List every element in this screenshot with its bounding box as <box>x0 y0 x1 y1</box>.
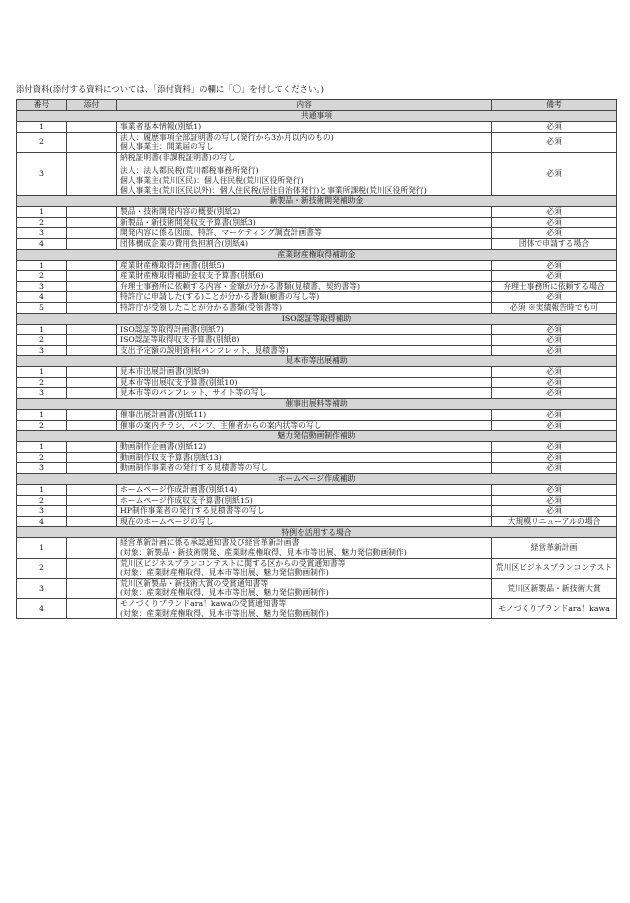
row-number: 1 <box>17 442 67 453</box>
row-remark: 必須 <box>492 335 617 346</box>
content-line: 新製品・新技術開発収支予算書(別紙3) <box>120 217 256 227</box>
section-title: 魅力発信動画制作補助 <box>17 431 617 442</box>
section-title: 産業財産権取得補助金 <box>17 249 617 260</box>
content-line: 動画制作事業者の発行する見積書等の写し <box>120 463 269 473</box>
attachment-table <box>16 99 617 619</box>
content-line: 事業者基本情報(別紙1) <box>120 122 202 131</box>
table-header-row <box>17 100 617 111</box>
row-content <box>117 388 492 399</box>
row-remark: 必須 <box>492 122 617 133</box>
row-remark: 必須 <box>492 217 617 228</box>
row-number: 2 <box>17 132 67 152</box>
content-line: 現在のホームページの写し <box>120 516 214 526</box>
content-line: 特許庁に申請した(する)ことが分かる書類(願書の写し等) <box>120 292 320 302</box>
table-row <box>17 302 617 313</box>
content-line: 見本市出展計画書(別紙9) <box>120 367 210 377</box>
row-content <box>117 302 492 313</box>
row-content <box>117 598 492 618</box>
content-line: 個人事業主：開業届の写し <box>120 142 214 152</box>
table-row <box>17 345 617 356</box>
row-content <box>117 335 492 346</box>
section-row <box>17 431 617 442</box>
content-line: (対象：産業財産権取得、見本市等出展、魅力発信動画制作) <box>120 608 329 618</box>
section-row <box>17 474 617 485</box>
row-number: 3 <box>17 578 67 598</box>
content-line: 個人事業主(荒川区民)：個人住民税(荒川区役所発行) <box>120 175 304 185</box>
row-remark: 必須 <box>492 132 617 152</box>
row-content <box>117 345 492 356</box>
row-remark: 必須 ※実績報告時でも可 <box>492 302 617 313</box>
section-title: 見本市等出展補助 <box>17 356 617 367</box>
row-remark: 必須 <box>492 324 617 335</box>
row-number: 3 <box>17 281 67 292</box>
row-content <box>117 271 492 282</box>
row-remark: 必須 <box>492 367 617 378</box>
row-remark: 必須 <box>492 260 617 271</box>
row-content <box>117 452 492 463</box>
row-remark: 必須 <box>492 292 617 303</box>
row-number: 3 <box>17 228 67 239</box>
row-content <box>117 292 492 303</box>
table-row <box>17 420 617 431</box>
attached-checkbox-cell[interactable] <box>67 452 117 463</box>
table-row <box>17 260 617 271</box>
row-content <box>117 122 492 133</box>
section-row <box>17 313 617 324</box>
table-row <box>17 335 617 346</box>
attached-checkbox-cell[interactable] <box>67 516 117 527</box>
row-content <box>117 442 492 453</box>
row-content <box>117 495 492 506</box>
attached-checkbox-cell[interactable] <box>67 324 117 335</box>
attached-checkbox-cell[interactable] <box>67 271 117 282</box>
attached-checkbox-cell[interactable] <box>67 152 117 195</box>
attached-checkbox-cell[interactable] <box>67 260 117 271</box>
content-line: 催事出展計画書(別紙11) <box>120 410 207 420</box>
table-row <box>17 377 617 388</box>
content-line: 支出予定額の説明資料(パンフレット、見積書等) <box>120 345 289 355</box>
row-number: 1 <box>17 485 67 496</box>
header-attached: 添付 <box>67 100 117 111</box>
row-remark: 必須 <box>492 463 617 474</box>
row-content <box>117 367 492 378</box>
content-line: 催事の案内チラシ、パンフ、主催者からの案内状等の写し <box>120 420 322 430</box>
row-number: 2 <box>17 217 67 228</box>
table-row <box>17 485 617 496</box>
content-line: HP制作事業者の発行する見積書等の写し <box>120 506 265 516</box>
row-content <box>117 132 492 152</box>
row-number: 4 <box>17 598 67 618</box>
row-number: 5 <box>17 302 67 313</box>
attached-checkbox-cell[interactable] <box>67 598 117 618</box>
row-remark: 必須 <box>492 410 617 421</box>
content-line: 特許庁が受領したことが分かる書類(受領書等) <box>120 302 283 312</box>
content-line: 動画制作収支予算書(別紙13) <box>120 452 222 462</box>
row-content <box>117 207 492 218</box>
table-row <box>17 495 617 506</box>
section-row <box>17 356 617 367</box>
section-row <box>17 111 617 122</box>
content-line: 産業財産権取得補助金収支予算書(別紙6) <box>120 271 264 281</box>
table-row <box>17 281 617 292</box>
row-content <box>117 506 492 517</box>
content-line: 産業財産権取得計画書(別紙5) <box>120 260 225 270</box>
content-line: 個人事業主(荒川区民以外)：個人住民税(居住自治体発行)と事業所課税(荒川区役所発行) <box>120 185 427 195</box>
attached-checkbox-cell[interactable] <box>67 292 117 303</box>
row-number: 3 <box>17 506 67 517</box>
content-line: 見本市等出展収支予算書(別紙10) <box>120 377 238 387</box>
attached-checkbox-cell[interactable] <box>67 558 117 578</box>
row-remark: 必須 <box>492 495 617 506</box>
table-row <box>17 558 617 578</box>
row-number: 4 <box>17 292 67 303</box>
attached-checkbox-cell[interactable] <box>67 463 117 474</box>
row-number: 1 <box>17 324 67 335</box>
row-remark: 荒川区ビジネスプランコンテスト <box>492 558 617 578</box>
row-remark: 必須 <box>492 207 617 218</box>
row-remark: 必須 <box>492 228 617 239</box>
section-title: ISO認証等取得補助 <box>17 313 617 324</box>
content-line: 見本市等のパンフレット、サイト等の写し <box>120 388 267 398</box>
row-number: 3 <box>17 463 67 474</box>
section-title: 共通事項 <box>17 111 617 122</box>
content-line: 法人：法人都民税(荒川都税事務所発行) <box>120 166 259 176</box>
header-content: 内容 <box>117 100 492 111</box>
row-number: 1 <box>17 260 67 271</box>
row-number: 4 <box>17 238 67 249</box>
table-row <box>17 463 617 474</box>
table-row <box>17 578 617 598</box>
row-number: 3 <box>17 388 67 399</box>
row-remark: 必須 <box>492 420 617 431</box>
table-row <box>17 132 617 152</box>
attached-checkbox-cell[interactable] <box>67 281 117 292</box>
table-row <box>17 516 617 527</box>
row-remark: 必須 <box>492 345 617 356</box>
row-number: 2 <box>17 495 67 506</box>
row-number: 2 <box>17 335 67 346</box>
row-number: 2 <box>17 420 67 431</box>
attached-checkbox-cell[interactable] <box>67 506 117 517</box>
row-number: 1 <box>17 410 67 421</box>
header-no: 番号 <box>17 100 67 111</box>
table-row <box>17 122 617 133</box>
row-content <box>117 152 492 195</box>
content-line: ホームページ作成計画書(別紙14) <box>120 485 238 495</box>
table-row <box>17 271 617 282</box>
row-number: 3 <box>17 152 67 195</box>
row-number: 2 <box>17 452 67 463</box>
content-line: 荒川区新製品・新技術大賞の受賞通知書等 <box>120 578 269 588</box>
section-title: ホームページ作成補助 <box>17 474 617 485</box>
page-heading: 添付資料(添付する資料については、「添付資料」の欄に「〇」を付してください。) <box>16 84 324 94</box>
row-content <box>117 578 492 598</box>
row-number: 1 <box>17 538 67 558</box>
row-remark: 必須 <box>492 271 617 282</box>
attached-checkbox-cell[interactable] <box>67 335 117 346</box>
attached-checkbox-cell[interactable] <box>67 578 117 598</box>
content-line: 製品・技術開発内容の概要(別紙2) <box>120 207 241 217</box>
table-row <box>17 388 617 399</box>
attached-checkbox-cell[interactable] <box>67 207 117 218</box>
row-remark: モノづくりブランドara！kawa <box>492 598 617 618</box>
row-number: 2 <box>17 558 67 578</box>
attached-checkbox-cell[interactable] <box>67 217 117 228</box>
row-content <box>117 260 492 271</box>
row-remark: 必須 <box>492 442 617 453</box>
content-line: ISO認証等取得収支予算書(別紙8) <box>120 335 240 345</box>
row-content <box>117 420 492 431</box>
table-row <box>17 410 617 421</box>
row-remark: 必須 <box>492 506 617 517</box>
section-title: 新製品・新技術開発補助金 <box>17 196 617 207</box>
content-line: (対象：新製品・新技術開発、産業財産権取得、見本市等出展、魅力発信動画制作) <box>120 548 407 557</box>
table-body <box>17 111 617 619</box>
row-content <box>117 228 492 239</box>
row-content <box>117 538 492 558</box>
row-content <box>117 377 492 388</box>
attached-checkbox-cell[interactable] <box>67 410 117 421</box>
row-remark: 必須 <box>492 485 617 496</box>
row-content <box>117 238 492 249</box>
content-line: 法人：履歴事項全部証明書の写し(発行から3か月以内のもの) <box>120 132 334 142</box>
content-line: 経営革新計画に係る承認通知書及び経営革新計画書 <box>120 538 300 548</box>
attached-checkbox-cell[interactable] <box>67 302 117 313</box>
content-line: 納税証明書(非課税証明書)の写し <box>120 152 236 162</box>
table-row <box>17 598 617 618</box>
content-line: 団体構成企業の費用負担割合(別紙4) <box>120 238 248 248</box>
content-line: (対象：産業財産権取得、見本市等出展、魅力発信動画制作) <box>120 568 329 578</box>
attached-checkbox-cell[interactable] <box>67 495 117 506</box>
table-row <box>17 152 617 195</box>
table-row <box>17 452 617 463</box>
row-content <box>117 463 492 474</box>
attached-checkbox-cell[interactable] <box>67 238 117 249</box>
row-remark: 荒川区新製品・新技術大賞 <box>492 578 617 598</box>
row-content <box>117 281 492 292</box>
row-remark: 弁理士事務所に依頼する場合 <box>492 281 617 292</box>
row-number: 1 <box>17 367 67 378</box>
table-row <box>17 367 617 378</box>
row-remark: 大規模リニューアルの場合 <box>492 516 617 527</box>
content-line: モノづくりブランドara！kawaの受賞通知書等 <box>120 598 287 608</box>
row-remark: 必須 <box>492 377 617 388</box>
table-row <box>17 538 617 558</box>
attached-checkbox-cell[interactable] <box>67 388 117 399</box>
table-row <box>17 506 617 517</box>
attached-checkbox-cell[interactable] <box>67 485 117 496</box>
section-title: 特例を活用する場合 <box>17 527 617 538</box>
row-content <box>117 485 492 496</box>
row-number: 3 <box>17 345 67 356</box>
table-row <box>17 442 617 453</box>
row-number: 1 <box>17 122 67 133</box>
table-row <box>17 217 617 228</box>
row-remark: 必須 <box>492 452 617 463</box>
row-content <box>117 516 492 527</box>
row-remark: 経営革新計画 <box>492 538 617 558</box>
table-row <box>17 207 617 218</box>
section-row <box>17 249 617 260</box>
attached-checkbox-cell[interactable] <box>67 228 117 239</box>
table-row <box>17 228 617 239</box>
content-line: 動画制作企画書(別紙12) <box>120 442 207 452</box>
content-line: 弁理士事務所に依頼する内容・金額が分かる書類(見積書、契約書等) <box>120 281 360 291</box>
table-row <box>17 238 617 249</box>
row-remark: 団体で申請する場合 <box>492 238 617 249</box>
attached-checkbox-cell[interactable] <box>67 367 117 378</box>
row-content <box>117 324 492 335</box>
attached-checkbox-cell[interactable] <box>67 345 117 356</box>
section-row <box>17 399 617 410</box>
row-content <box>117 217 492 228</box>
content-line: (対象：産業財産権取得、見本市等出展、魅力発信動画制作) <box>120 588 329 598</box>
header-remarks: 備考 <box>492 100 617 111</box>
row-number: 1 <box>17 207 67 218</box>
attached-checkbox-cell[interactable] <box>67 442 117 453</box>
content-line: ISO認証等取得計画書(別紙7) <box>120 324 224 334</box>
row-number: 4 <box>17 516 67 527</box>
section-row <box>17 196 617 207</box>
table-row <box>17 324 617 335</box>
row-number: 2 <box>17 271 67 282</box>
attached-checkbox-cell[interactable] <box>67 538 117 558</box>
attached-checkbox-cell[interactable] <box>67 132 117 152</box>
attached-checkbox-cell[interactable] <box>67 377 117 388</box>
attached-checkbox-cell[interactable] <box>67 420 117 431</box>
section-row <box>17 527 617 538</box>
content-line: 開発内容に係る図面、特許、マーケティング調査計画書等 <box>120 228 322 238</box>
content-line: ホームページ作成収支予算書(別紙15) <box>120 495 253 505</box>
table-row <box>17 292 617 303</box>
section-title: 催事出展料等補助 <box>17 399 617 410</box>
row-remark: 必須 <box>492 152 617 195</box>
row-content <box>117 558 492 578</box>
row-remark: 必須 <box>492 388 617 399</box>
content-line: 荒川区ビジネスプランコンテストに関する区からの受賞通知書等 <box>120 558 346 568</box>
attached-checkbox-cell[interactable] <box>67 122 117 133</box>
row-content <box>117 410 492 421</box>
row-number: 2 <box>17 377 67 388</box>
